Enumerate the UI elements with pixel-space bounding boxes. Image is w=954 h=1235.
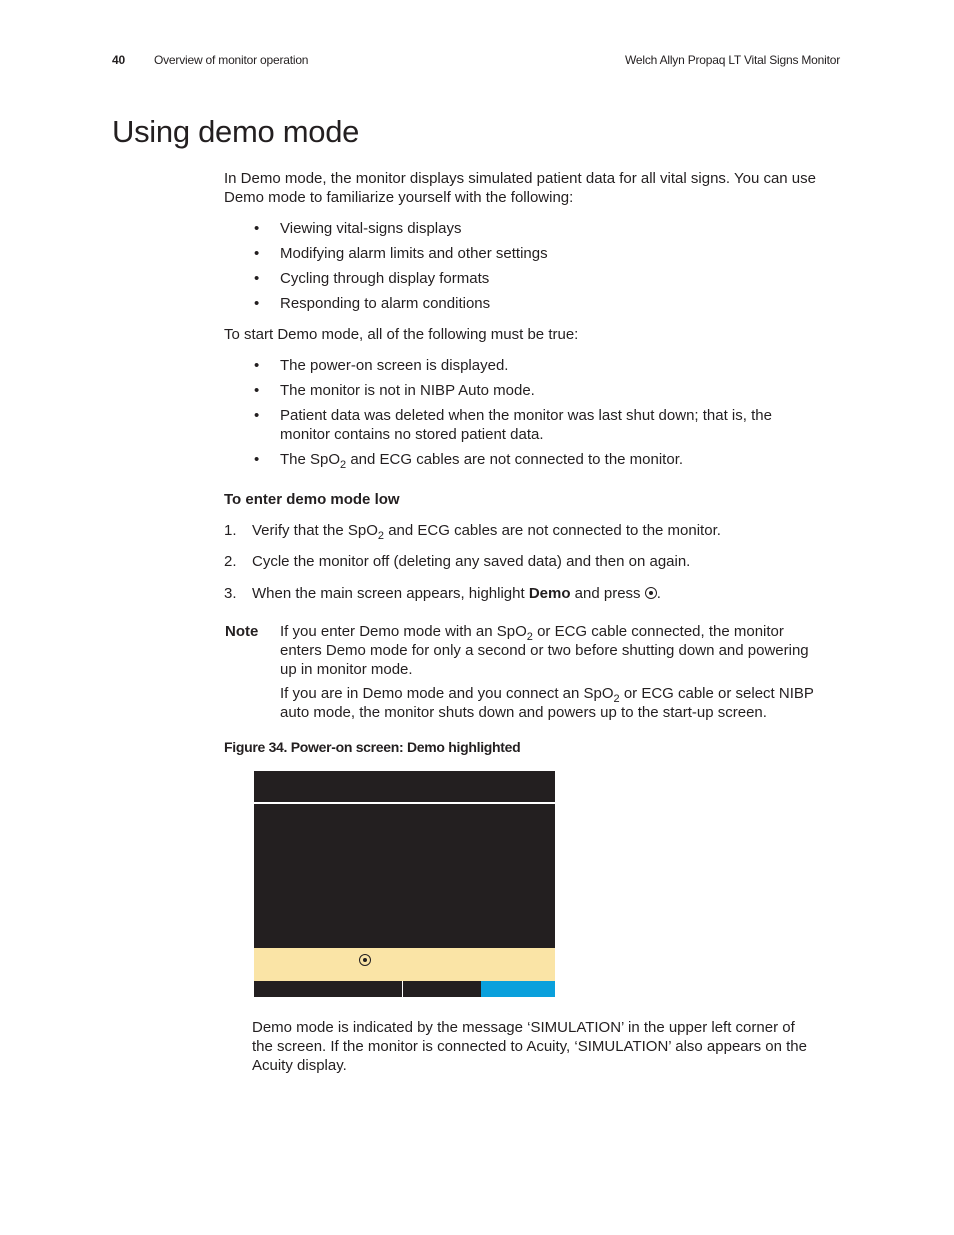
note-text: auto mode, the monitor shuts down and powers up to the start-up screen. bbox=[280, 704, 767, 721]
body-text: Acuity display. bbox=[252, 1057, 347, 1074]
procedure-heading: To enter demo mode low bbox=[224, 491, 400, 508]
step-3: When the main screen appears, highlight Demo and press . bbox=[252, 585, 661, 602]
step-number: 2. bbox=[224, 553, 237, 570]
step-number: 3. bbox=[224, 585, 237, 602]
list-item: The monitor is not in NIBP Auto mode. bbox=[280, 382, 535, 399]
intro-line-2: Demo mode to familiarize yourself with the following: bbox=[224, 189, 574, 206]
bullet-icon: • bbox=[254, 357, 260, 374]
note-text: If you are in Demo mode and you connect an SpO$_2$ or ECG cable or select NIBP bbox=[280, 685, 814, 705]
bullet-icon: • bbox=[254, 407, 260, 424]
list-item: Patient data was deleted when the monitor was last shut down; that is, the bbox=[280, 407, 772, 424]
note-text: If you enter Demo mode with an SpO$_2$ or ECG cable connected, the monitor bbox=[280, 623, 784, 643]
figure-caption: Figure 34. Power-on screen: Demo highlighted bbox=[224, 739, 521, 755]
select-button-icon bbox=[645, 587, 657, 599]
section-name: Overview of monitor operation bbox=[154, 53, 309, 67]
screen-divider bbox=[254, 802, 555, 804]
product-name: Welch Allyn Propaq LT Vital Signs Monitor bbox=[624, 53, 840, 67]
step-number: 1. bbox=[224, 522, 237, 539]
step-1: Verify that the SpO$_2$ and ECG cables are not connected to the monitor. bbox=[252, 522, 721, 542]
note-label: Note bbox=[225, 623, 259, 640]
bullet-icon: • bbox=[254, 295, 260, 312]
list-item: Modifying alarm limits and other settings bbox=[280, 245, 548, 262]
list-item-continued: monitor contains no stored patient data. bbox=[280, 426, 544, 443]
bullet-icon: • bbox=[254, 270, 260, 287]
list-item: The SpO$_2$ and ECG cables are not connected to the monitor. bbox=[280, 451, 684, 471]
power-on-screen-figure bbox=[254, 771, 555, 997]
body-text: Demo mode is indicated by the message ‘SIMULATION’ in the upper left corner of bbox=[252, 1019, 795, 1036]
page-number: 40 bbox=[112, 53, 125, 67]
softkey-divider bbox=[402, 981, 403, 997]
bullet-icon: • bbox=[254, 382, 260, 399]
demo-highlight-bar bbox=[254, 948, 555, 981]
page-title: Using demo mode bbox=[112, 114, 360, 149]
intro-line-1: In Demo mode, the monitor displays simulated patient data for all vital signs. You can use bbox=[224, 170, 816, 187]
bullet-icon: • bbox=[254, 220, 260, 237]
select-button-icon bbox=[359, 954, 371, 966]
bullet-icon: • bbox=[254, 451, 260, 468]
list-item: Responding to alarm conditions bbox=[280, 295, 491, 312]
bullet-icon: • bbox=[254, 245, 260, 262]
note-text: enters Demo mode for only a second or two before shutting down and powering bbox=[280, 642, 809, 659]
list-item: The power-on screen is displayed. bbox=[280, 357, 509, 374]
body-text: the screen. If the monitor is connected to Acuity, ‘SIMULATION’ also appears on the bbox=[252, 1038, 807, 1055]
note-text: up in monitor mode. bbox=[280, 661, 413, 678]
conditions-intro: To start Demo mode, all of the following must be true: bbox=[224, 326, 579, 343]
list-item: Cycling through display formats bbox=[280, 270, 490, 287]
softkey-highlight bbox=[481, 981, 555, 997]
step-2: Cycle the monitor off (deleting any saved data) and then on again. bbox=[252, 553, 691, 570]
list-item: Viewing vital-signs displays bbox=[280, 220, 462, 237]
